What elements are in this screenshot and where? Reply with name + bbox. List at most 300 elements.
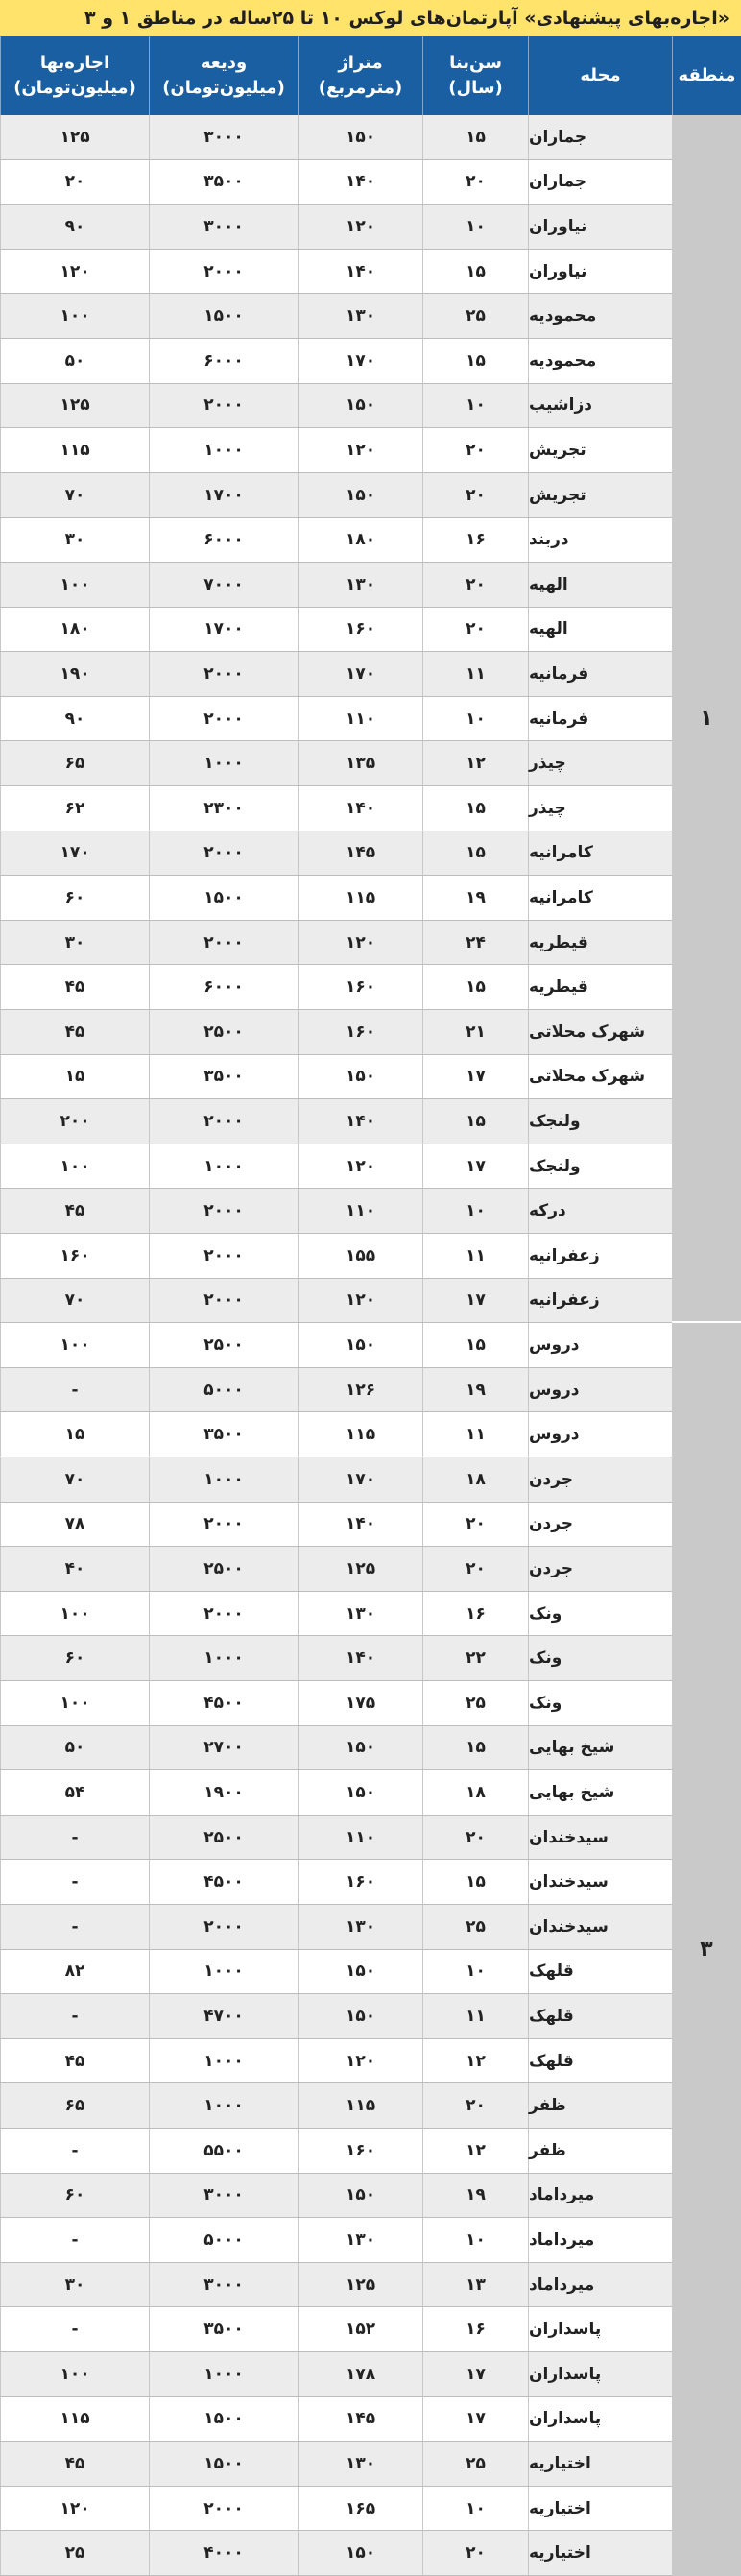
cell-rent: ۲۰۰ (0, 1099, 149, 1144)
cell-deposit: ۱۰۰۰ (149, 2083, 298, 2128)
cell-neighborhood: چیذر (528, 741, 672, 785)
cell-neighborhood: الهیه (528, 608, 672, 652)
header-rent-label: اجاره‌بها (39, 53, 110, 73)
cell-neighborhood: درکه (528, 1189, 672, 1233)
cell-neighborhood: فرمانیه (528, 652, 672, 696)
cell-neighborhood: ولنجک (528, 1144, 672, 1189)
cell-age: ۲۰ (422, 160, 528, 205)
table-row (0, 294, 672, 339)
cell-area: ۱۴۰ (298, 786, 422, 831)
cell-rent: ۶۰ (0, 1636, 149, 1680)
table-row (0, 2218, 672, 2263)
cell-rent: ۴۵ (0, 1189, 149, 1233)
cell-deposit: ۴۰۰۰ (149, 2531, 298, 2575)
cell-rent: ۵۴ (0, 1770, 149, 1815)
cell-age: ۱۹ (422, 1368, 528, 1412)
cell-deposit: ۳۵۰۰ (149, 1055, 298, 1099)
table-row (0, 1681, 672, 1726)
cell-area: ۱۱۵ (298, 2083, 422, 2128)
cell-deposit: ۶۰۰۰ (149, 518, 298, 562)
table-row (0, 1189, 672, 1234)
cell-deposit: ۲۰۰۰ (149, 1234, 298, 1278)
cell-area: ۱۱۵ (298, 876, 422, 920)
cell-area: ۱۳۰ (298, 294, 422, 338)
table-row (0, 1368, 672, 1413)
cell-deposit: ۴۵۰۰ (149, 1860, 298, 1904)
cell-rent: ۱۹۰ (0, 652, 149, 696)
cell-area: ۱۵۰ (298, 115, 422, 159)
cell-rent: ۱۸۰ (0, 608, 149, 652)
table-row (0, 428, 672, 473)
cell-neighborhood: شیخ بهایی (528, 1770, 672, 1815)
cell-area: ۱۵۵ (298, 1234, 422, 1278)
cell-age: ۱۵ (422, 965, 528, 1009)
cell-deposit: ۵۰۰۰ (149, 1368, 298, 1412)
cell-deposit: ۲۰۰۰ (149, 1189, 298, 1233)
cell-deposit: ۱۰۰۰ (149, 1950, 298, 1994)
table-row (0, 786, 672, 831)
cell-age: ۱۵ (422, 339, 528, 383)
cell-neighborhood: ونک (528, 1681, 672, 1725)
cell-neighborhood: اختیاریه (528, 2487, 672, 2531)
cell-deposit: ۱۰۰۰ (149, 1144, 298, 1189)
cell-deposit: ۲۰۰۰ (149, 1099, 298, 1144)
cell-deposit: ۲۰۰۰ (149, 697, 298, 741)
table-row (0, 2083, 672, 2129)
cell-age: ۱۱ (422, 1994, 528, 2038)
cell-area: ۱۵۰ (298, 1950, 422, 1994)
cell-area: ۱۶۰ (298, 608, 422, 652)
cell-area: ۱۴۵ (298, 831, 422, 876)
cell-rent: - (0, 1994, 149, 2038)
cell-age: ۲۱ (422, 1010, 528, 1054)
cell-area: ۱۷۸ (298, 2352, 422, 2396)
cell-age: ۱۳ (422, 2263, 528, 2307)
cell-neighborhood: تجریش (528, 473, 672, 518)
cell-age: ۱۰ (422, 2487, 528, 2531)
cell-deposit: ۲۵۰۰ (149, 1010, 298, 1054)
table-row (0, 1279, 672, 1324)
cell-age: ۱۰ (422, 2218, 528, 2262)
cell-area: ۱۴۰ (298, 250, 422, 294)
cell-area: ۱۵۰ (298, 1323, 422, 1367)
table-header (0, 36, 741, 115)
cell-area: ۱۲۵ (298, 2263, 422, 2307)
cell-area: ۱۳۰ (298, 1592, 422, 1636)
cell-rent: ۵۰ (0, 339, 149, 383)
header-age-unit: (سال) (448, 78, 503, 98)
cell-area: ۱۲۰ (298, 205, 422, 249)
cell-age: ۱۰ (422, 1950, 528, 1994)
cell-rent: ۶۰ (0, 876, 149, 920)
cell-age: ۱۰ (422, 697, 528, 741)
cell-area: ۱۸۰ (298, 518, 422, 562)
header-deposit-label: ودیعه (200, 53, 248, 73)
table-row (0, 697, 672, 742)
cell-neighborhood: زعفرانیه (528, 1279, 672, 1323)
table-row (0, 2039, 672, 2084)
header-neighborhood (528, 36, 672, 115)
table-row (0, 1770, 672, 1816)
cell-neighborhood: قلهک (528, 1950, 672, 1994)
table-row (0, 205, 672, 250)
table-row (0, 1905, 672, 1950)
cell-area: ۱۵۲ (298, 2307, 422, 2351)
cell-deposit: ۲۰۰۰ (149, 1905, 298, 1949)
cell-area: ۱۳۰ (298, 2218, 422, 2262)
cell-rent: ۳۰ (0, 518, 149, 562)
cell-deposit: ۳۵۰۰ (149, 2307, 298, 2351)
cell-deposit: ۱۵۰۰ (149, 876, 298, 920)
cell-area: ۱۲۵ (298, 1547, 422, 1591)
cell-deposit: ۲۵۰۰ (149, 1323, 298, 1367)
cell-age: ۱۹ (422, 2174, 528, 2218)
cell-neighborhood: شیخ بهایی (528, 1726, 672, 1770)
cell-neighborhood: ظفر (528, 2129, 672, 2173)
cell-area: ۱۴۰ (298, 1503, 422, 1547)
cell-age: ۲۰ (422, 563, 528, 607)
table-row (0, 876, 672, 921)
cell-neighborhood: پاسداران (528, 2352, 672, 2396)
table-row (0, 2487, 672, 2532)
cell-deposit: ۲۰۰۰ (149, 2487, 298, 2531)
cell-neighborhood: جماران (528, 160, 672, 205)
cell-rent: ۶۵ (0, 2083, 149, 2128)
cell-neighborhood: پاسداران (528, 2307, 672, 2351)
cell-deposit: ۳۵۰۰ (149, 160, 298, 205)
cell-area: ۱۱۰ (298, 1816, 422, 1860)
cell-neighborhood: سیدخندان (528, 1816, 672, 1860)
cell-deposit: ۲۰۰۰ (149, 250, 298, 294)
cell-rent: ۴۵ (0, 1010, 149, 1054)
cell-age: ۲۰ (422, 1547, 528, 1591)
cell-neighborhood: جردن (528, 1457, 672, 1502)
cell-rent: ۶۲ (0, 786, 149, 831)
cell-age: ۱۶ (422, 518, 528, 562)
cell-rent: ۲۰ (0, 160, 149, 205)
table-row (0, 1010, 672, 1055)
cell-age: ۲۵ (422, 294, 528, 338)
cell-age: ۱۵ (422, 1726, 528, 1770)
cell-neighborhood: چیذر (528, 786, 672, 831)
table-row (0, 2129, 672, 2174)
cell-age: ۱۶ (422, 1592, 528, 1636)
cell-rent: ۲۵ (0, 2531, 149, 2575)
table-row (0, 1144, 672, 1190)
cell-neighborhood: شهرک محلاتی (528, 1055, 672, 1099)
table-row (0, 2442, 672, 2487)
cell-area: ۱۳۵ (298, 741, 422, 785)
header-rent-unit: (میلیون‌تومان) (13, 78, 136, 98)
cell-age: ۱۵ (422, 1860, 528, 1904)
cell-neighborhood: محمودیه (528, 294, 672, 338)
cell-rent: ۶۰ (0, 2174, 149, 2218)
cell-neighborhood: قلهک (528, 1994, 672, 2038)
cell-deposit: ۱۵۰۰ (149, 294, 298, 338)
cell-area: ۱۵۰ (298, 1994, 422, 2038)
cell-rent: ۱۲۵ (0, 384, 149, 428)
cell-deposit: ۱۰۰۰ (149, 1457, 298, 1502)
cell-neighborhood: ظفر (528, 2083, 672, 2128)
cell-neighborhood: تجریش (528, 428, 672, 472)
cell-neighborhood: زعفرانیه (528, 1234, 672, 1278)
cell-age: ۱۵ (422, 786, 528, 831)
cell-deposit: ۱۰۰۰ (149, 2039, 298, 2083)
table-row (0, 652, 672, 697)
cell-age: ۲۵ (422, 2442, 528, 2486)
cell-rent: ۱۰۰ (0, 294, 149, 338)
cell-rent: ۱۲۰ (0, 250, 149, 294)
cell-age: ۲۰ (422, 1503, 528, 1547)
cell-rent: ۶۵ (0, 741, 149, 785)
cell-age: ۱۵ (422, 1323, 528, 1367)
cell-deposit: ۱۵۰۰ (149, 2397, 298, 2442)
table-row (0, 115, 672, 160)
cell-rent: ۷۸ (0, 1503, 149, 1547)
cell-neighborhood: سیدخندان (528, 1905, 672, 1949)
cell-area: ۱۷۰ (298, 339, 422, 383)
table-row (0, 473, 672, 518)
cell-deposit: ۲۵۰۰ (149, 1816, 298, 1860)
cell-rent: ۷۰ (0, 1457, 149, 1502)
cell-area: ۱۲۰ (298, 428, 422, 472)
cell-neighborhood: ونک (528, 1592, 672, 1636)
cell-age: ۱۸ (422, 1457, 528, 1502)
cell-deposit: ۱۵۰۰ (149, 2442, 298, 2486)
cell-rent: - (0, 1905, 149, 1949)
cell-neighborhood: دربند (528, 518, 672, 562)
cell-neighborhood: محمودیه (528, 339, 672, 383)
cell-area: ۱۳۰ (298, 563, 422, 607)
table-row (0, 2307, 672, 2352)
cell-deposit: ۴۷۰۰ (149, 1994, 298, 2038)
table-row (0, 563, 672, 608)
cell-area: ۱۶۰ (298, 1010, 422, 1054)
cell-rent: ۱۰۰ (0, 1681, 149, 1725)
table-row (0, 831, 672, 877)
cell-rent: ۱۵ (0, 1412, 149, 1457)
table-row (0, 741, 672, 786)
cell-deposit: ۲۰۰۰ (149, 1279, 298, 1323)
cell-deposit: ۲۰۰۰ (149, 384, 298, 428)
cell-age: ۱۱ (422, 652, 528, 696)
cell-neighborhood: میرداماد (528, 2218, 672, 2262)
cell-area: ۱۴۰ (298, 1099, 422, 1144)
cell-area: ۱۱۵ (298, 1412, 422, 1457)
cell-area: ۱۵۰ (298, 1726, 422, 1770)
cell-deposit: ۲۰۰۰ (149, 1592, 298, 1636)
cell-neighborhood: میرداماد (528, 2174, 672, 2218)
cell-deposit: ۱۷۰۰ (149, 473, 298, 518)
cell-age: ۲۰ (422, 2531, 528, 2575)
cell-deposit: ۴۵۰۰ (149, 1681, 298, 1725)
cell-area: ۱۴۰ (298, 160, 422, 205)
cell-age: ۲۰ (422, 2083, 528, 2128)
table-row (0, 965, 672, 1010)
cell-rent: ۷۰ (0, 473, 149, 518)
header-deposit (149, 36, 298, 115)
cell-area: ۱۲۰ (298, 1279, 422, 1323)
cell-neighborhood: دروس (528, 1368, 672, 1412)
cell-age: ۲۰ (422, 428, 528, 472)
header-region (672, 36, 741, 115)
cell-rent: - (0, 1860, 149, 1904)
cell-age: ۲۰ (422, 473, 528, 518)
cell-neighborhood: قیطریه (528, 965, 672, 1009)
cell-neighborhood: دروس (528, 1323, 672, 1367)
table-row (0, 339, 672, 384)
cell-rent: ۱۰۰ (0, 1592, 149, 1636)
table-row (0, 1547, 672, 1592)
cell-age: ۱۸ (422, 1770, 528, 1815)
table-row (0, 2352, 672, 2397)
cell-age: ۱۱ (422, 1412, 528, 1457)
cell-neighborhood: دزاشیب (528, 384, 672, 428)
cell-rent: ۹۰ (0, 697, 149, 741)
cell-deposit: ۳۵۰۰ (149, 1412, 298, 1457)
cell-area: ۱۶۵ (298, 2487, 422, 2531)
cell-deposit: ۱۷۰۰ (149, 608, 298, 652)
cell-neighborhood: جردن (528, 1547, 672, 1591)
cell-deposit: ۱۰۰۰ (149, 2352, 298, 2396)
cell-rent: ۳۰ (0, 921, 149, 965)
cell-area: ۱۵۰ (298, 384, 422, 428)
table-row (0, 1816, 672, 1861)
cell-neighborhood: فرمانیه (528, 697, 672, 741)
cell-neighborhood: سیدخندان (528, 1860, 672, 1904)
cell-rent: ۴۵ (0, 965, 149, 1009)
cell-area: ۱۵۰ (298, 1770, 422, 1815)
cell-deposit: ۶۰۰۰ (149, 339, 298, 383)
cell-area: ۱۶۰ (298, 965, 422, 1009)
cell-area: ۱۵۰ (298, 473, 422, 518)
table-row (0, 1234, 672, 1279)
cell-rent: ۱۰۰ (0, 1323, 149, 1367)
cell-rent: ۱۶۰ (0, 1234, 149, 1278)
cell-deposit: ۲۰۰۰ (149, 1503, 298, 1547)
cell-deposit: ۳۰۰۰ (149, 2263, 298, 2307)
cell-rent: ۴۰ (0, 1547, 149, 1591)
table-row (0, 384, 672, 429)
cell-age: ۱۷ (422, 2352, 528, 2396)
cell-area: ۱۷۰ (298, 1457, 422, 1502)
header-area-label: متراژ (338, 53, 383, 73)
cell-rent: - (0, 2307, 149, 2351)
cell-area: ۱۱۰ (298, 1189, 422, 1233)
cell-rent: ۷۰ (0, 1279, 149, 1323)
table-row (0, 921, 672, 966)
cell-neighborhood: قلهک (528, 2039, 672, 2083)
cell-rent: ۱۱۵ (0, 2397, 149, 2442)
table-row (0, 1412, 672, 1457)
table-row (0, 518, 672, 563)
header-rent (0, 36, 149, 115)
cell-deposit: ۲۵۰۰ (149, 1547, 298, 1591)
cell-neighborhood: نیاوران (528, 205, 672, 249)
cell-rent: ۳۰ (0, 2263, 149, 2307)
cell-age: ۲۰ (422, 1816, 528, 1860)
table-row (0, 1323, 672, 1368)
cell-rent: - (0, 1816, 149, 1860)
cell-neighborhood: کامرانیه (528, 831, 672, 876)
table-row (0, 608, 672, 653)
cell-age: ۱۰ (422, 384, 528, 428)
cell-deposit: ۲۰۰۰ (149, 831, 298, 876)
cell-area: ۱۵۰ (298, 1055, 422, 1099)
table-row (0, 1726, 672, 1771)
cell-deposit: ۳۰۰۰ (149, 2174, 298, 2218)
table-row (0, 160, 672, 205)
cell-age: ۱۰ (422, 1189, 528, 1233)
cell-deposit: ۱۰۰۰ (149, 741, 298, 785)
table-row (0, 1055, 672, 1100)
cell-area: ۱۲۰ (298, 921, 422, 965)
cell-area: ۱۱۰ (298, 697, 422, 741)
cell-neighborhood: میرداماد (528, 2263, 672, 2307)
cell-age: ۱۲ (422, 2039, 528, 2083)
cell-area: ۱۴۰ (298, 1636, 422, 1680)
cell-age: ۱۵ (422, 831, 528, 876)
cell-area: ۱۲۶ (298, 1368, 422, 1412)
cell-age: ۲۲ (422, 1636, 528, 1680)
table-row (0, 2531, 672, 2576)
table-row (0, 1636, 672, 1681)
cell-neighborhood: اختیاریه (528, 2442, 672, 2486)
cell-neighborhood: دروس (528, 1412, 672, 1457)
cell-area: ۱۲۰ (298, 1144, 422, 1189)
header-area-unit: (مترمربع) (318, 78, 403, 98)
cell-neighborhood: اختیاریه (528, 2531, 672, 2575)
cell-area: ۱۴۵ (298, 2397, 422, 2442)
cell-rent: ۱۲۰ (0, 2487, 149, 2531)
cell-rent: ۵۰ (0, 1726, 149, 1770)
table-row (0, 1950, 672, 1995)
cell-area: ۱۵۰ (298, 2531, 422, 2575)
header-age-label: سن‌بنا (449, 53, 502, 73)
cell-neighborhood: قیطریه (528, 921, 672, 965)
cell-area: ۱۶۰ (298, 2129, 422, 2173)
cell-neighborhood: نیاوران (528, 250, 672, 294)
cell-deposit: ۱۰۰۰ (149, 428, 298, 472)
cell-rent: ۱۷۰ (0, 831, 149, 876)
cell-age: ۲۵ (422, 1681, 528, 1725)
cell-neighborhood: جردن (528, 1503, 672, 1547)
cell-deposit: ۲۰۰۰ (149, 921, 298, 965)
cell-deposit: ۷۰۰۰ (149, 563, 298, 607)
cell-deposit: ۱۹۰۰ (149, 1770, 298, 1815)
table-row (0, 1592, 672, 1637)
cell-age: ۱۶ (422, 2307, 528, 2351)
cell-area: ۱۵۰ (298, 2174, 422, 2218)
cell-deposit: ۲۷۰۰ (149, 1726, 298, 1770)
cell-area: ۱۷۰ (298, 652, 422, 696)
cell-age: ۱۹ (422, 876, 528, 920)
cell-neighborhood: شهرک محلاتی (528, 1010, 672, 1054)
cell-neighborhood: ولنجک (528, 1099, 672, 1144)
header-deposit-unit: (میلیون‌تومان) (162, 78, 285, 98)
cell-age: ۱۵ (422, 250, 528, 294)
cell-deposit: ۲۰۰۰ (149, 652, 298, 696)
cell-age: ۱۵ (422, 115, 528, 159)
table-row (0, 2397, 672, 2443)
cell-rent: ۱۰۰ (0, 1144, 149, 1189)
table-row (0, 250, 672, 295)
header-age (422, 36, 528, 115)
cell-age: ۱۵ (422, 1099, 528, 1144)
cell-deposit: ۳۰۰۰ (149, 115, 298, 159)
cell-rent: ۹۰ (0, 205, 149, 249)
header-neighborhood-label: محله (580, 65, 621, 85)
